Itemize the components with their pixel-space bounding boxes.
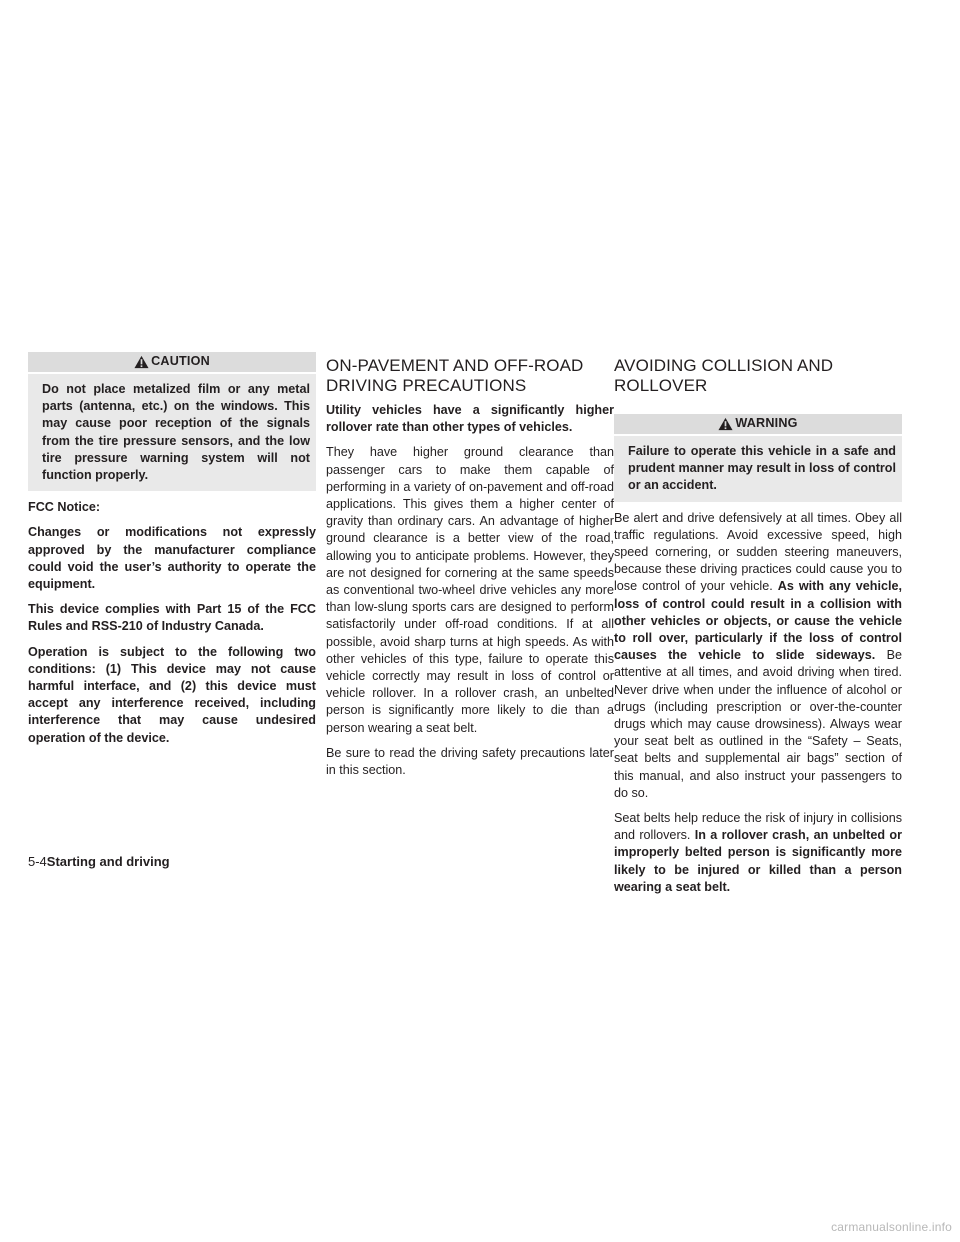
section-heading-collision: AVOIDING COLLISION AND ROLLOVER	[614, 356, 834, 395]
fcc-paragraph-1: Changes or modifications not expressly approved by the manufacturer compliance could void the user’s authority to operate the equipment.	[28, 525, 316, 592]
column-2	[326, 356, 614, 787]
page-footer	[28, 854, 170, 870]
warning-label: WARNING	[735, 416, 798, 431]
fcc-paragraph-3: Operation is subject to the following two conditions: (1) This device may not cause harmful interface, and (2) this device must accept any interference received, including interference that may cause undesired operation of the device.	[28, 644, 316, 745]
warning-text: Failure to operate this vehicle in a safe and prudent manner may result in loss of control or an accident.	[614, 436, 902, 502]
section-heading-onpavement: ON-PAVEMENT AND OFF-ROAD DRIVING PRECAUTIONS	[326, 356, 584, 395]
collision-paragraph-1-part-a: Be alert and drive defensively at all times. Obey all traffic regulations. Avoid excessive speed, high speed cornering, or sudden steering maneuvers, because these driving practices could cause you to lose control of your vehicle.	[614, 510, 902, 594]
collision-paragraph-2-bold: In a rollover crash, an unbelted or improperly belted person is significantly more likely to be injured or killed than a person wearing a seat belt.	[614, 828, 902, 894]
warning-box	[614, 414, 902, 502]
page-number: 5-4	[28, 854, 47, 869]
collision-paragraph-1	[614, 510, 902, 802]
watermark: carmanualsonline.info	[831, 1220, 952, 1234]
collision-paragraph-1-bold: As with any vehicle, loss of control could result in a collision with other vehicles or objects, or cause the vehicle to roll over, particularly if the loss of control causes the vehicle to slide sideways.	[614, 579, 902, 663]
section-title: Starting and driving	[46, 854, 170, 869]
fcc-notice-title: FCC Notice:	[28, 500, 101, 515]
column-1	[28, 352, 316, 755]
caution-label: CAUTION	[151, 354, 210, 369]
collision-paragraph-1-part-c: Be attentive at all times, and avoid driving when tired. Never drive when under the influence of alcohol or drugs (including prescription or over-the-counter drugs which may cause drowsiness). Always wear your seat belt as outlined in the “Safety – Seats, seat belts and supplemental air bags” section of this manual, and also instruct your passengers to do so.	[614, 648, 903, 800]
onpavement-paragraph-2: They have higher ground clearance than passenger cars to make them capable of performing in a variety of on-pavement and off-road applications. This gives them a higher center of gravity than ordinary cars. An advantage of higher ground clearance is a better view of the road, allowing you to anticipate problems. However, they are not designed for cornering at the same speeds as conventional two-wheel drive vehicles any more than low-slung sports cars are designed to perform satisfactorily under off-road conditions. If at all possible, avoid sharp turns at high speeds. As with other vehicles of this type, failure to operate this vehicle correctly may result in loss of control or vehicle rollover. In a rollover crash, an unbelted person is significantly more likely to die than a person wearing a seat belt.	[326, 445, 614, 735]
column-3	[614, 356, 902, 904]
fcc-paragraph-2: This device complies with Part 15 of the FCC Rules and RSS-210 of Industry Canada.	[28, 602, 316, 634]
onpavement-paragraph-1: Utility vehicles have a significantly higher rollover rate than other types of vehicles.	[326, 403, 614, 435]
caution-text: Do not place metalized film or any metal parts (antenna, etc.) on the windows. This may cause poor reception of the signals from the tire pressure sensors, and the low tire pressure warning system will not function properly.	[28, 374, 316, 491]
onpavement-paragraph-3: Be sure to read the driving safety precautions later in this section.	[326, 745, 614, 778]
collision-paragraph-2-part-a: Seat belts help reduce the risk of injury in collisions and rollovers.	[614, 811, 902, 843]
warning-header	[614, 414, 902, 434]
warning-triangle-icon	[718, 417, 733, 431]
caution-header	[28, 352, 316, 372]
collision-paragraph-2	[614, 810, 902, 896]
caution-box	[28, 352, 316, 491]
caution-triangle-icon	[134, 355, 149, 369]
